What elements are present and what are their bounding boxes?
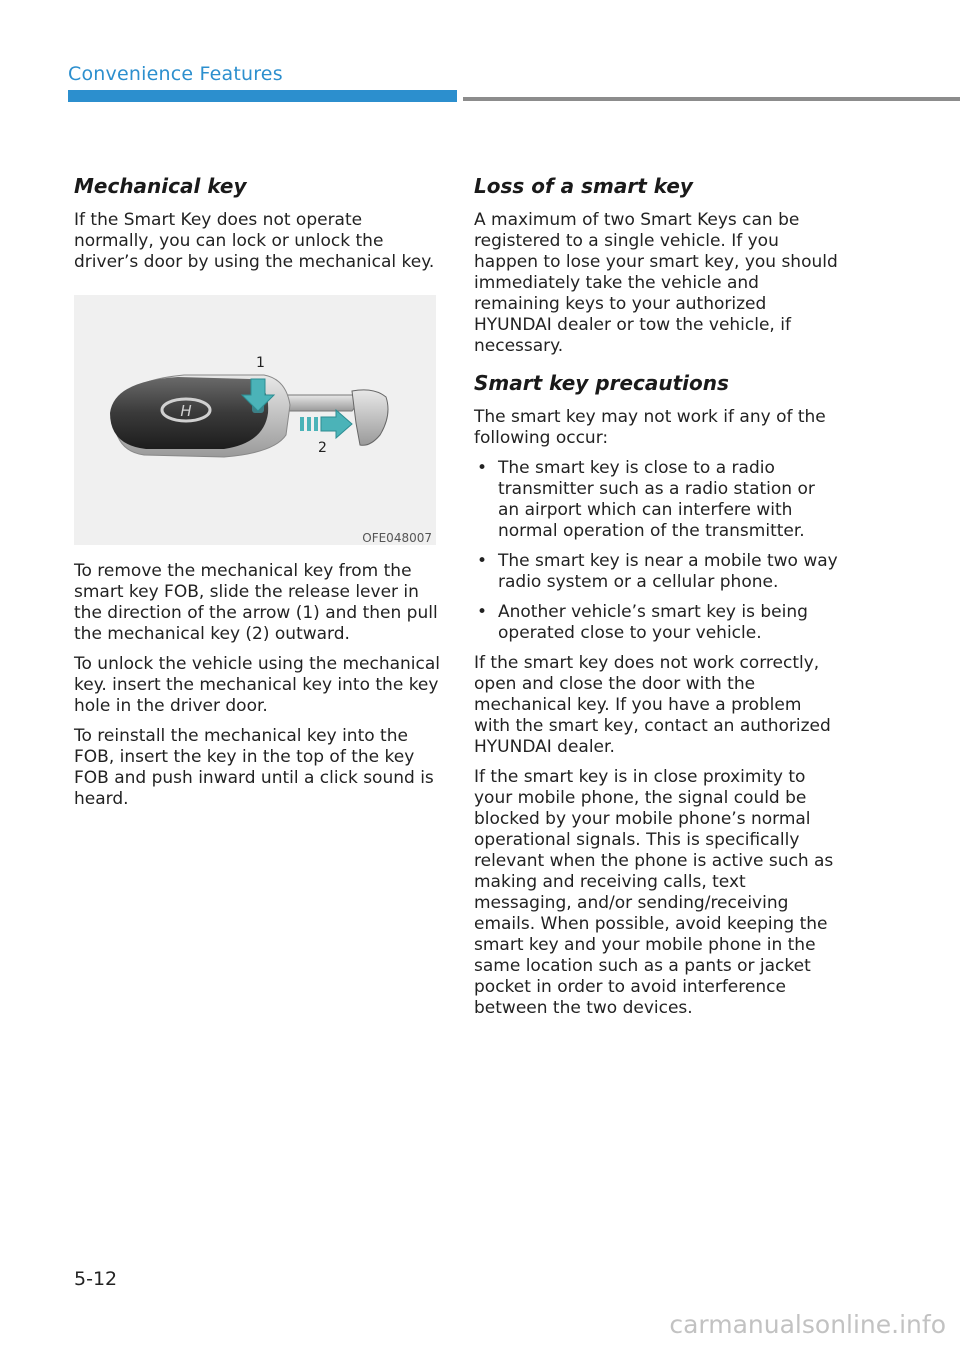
section-title: Convenience Features <box>68 63 283 85</box>
mechanical-key-head <box>352 390 388 445</box>
precautions-heading: Smart key precautions <box>474 371 729 395</box>
remove-key-paragraph: To remove the mechanical key from the smart key FOB, slide the release lever in the direction of the arrow (1) and then pull the mechanical key (2) outward. <box>74 561 438 644</box>
precautions-list <box>474 458 840 644</box>
not-working-paragraph: If the smart key does not work correctly, open and close the door with the mechanical key. If you have a problem with the smart key, contact an authorized HYUNDAI dealer. <box>474 653 831 757</box>
bullet-marker: • <box>477 602 488 622</box>
left-column <box>74 172 440 819</box>
callout-1: 1 <box>256 355 265 371</box>
mechanical-key-intro: If the Smart Key does not operate normally, you can lock or unlock the driver’s door by using the mechanical key. <box>74 210 435 272</box>
callout-2: 2 <box>318 440 327 456</box>
svg-text:H: H <box>180 402 192 420</box>
unlock-paragraph: To unlock the vehicle using the mechanical key. insert the mechanical key into the key hole in the driver door. <box>74 654 440 716</box>
bullet-marker: • <box>477 551 488 571</box>
loss-heading: Loss of a smart key <box>474 174 693 198</box>
bullet-marker: • <box>477 458 488 478</box>
smart-key-illustration <box>74 295 436 545</box>
loss-text: A maximum of two Smart Keys can be registered to a single vehicle. If you happen to lose your smart key, you should immediately take the vehicle and remaining keys to your authorized HYUNDAI dealer or tow the vehicle, if necessary. <box>474 210 838 356</box>
mechanical-key-blade <box>279 395 358 411</box>
list-item: • The smart key is close to a radio transmitter such as a radio station or an airport which can interfere with normal operation of the transmitter. <box>477 458 815 541</box>
watermark: carmanualsonline.info <box>669 1310 946 1339</box>
page-number: 5-12 <box>74 1268 118 1290</box>
pull-arrow-2 <box>321 410 352 438</box>
list-item: • The smart key is near a mobile two way radio system or a cellular phone. <box>477 551 838 592</box>
list-item: • Another vehicle’s smart key is being operated close to your vehicle. <box>477 602 808 643</box>
precautions-intro: The smart key may not work if any of the following occur: <box>474 407 826 448</box>
header-rule-blue <box>68 90 457 102</box>
mobile-phone-paragraph: If the smart key is in close proximity to your mobile phone, the signal could be blocked by your mobile phone’s normal operational signals. This is specifically relevant when the phone is active such as making and receiving calls, text messaging, and/or sending/receiving emails. When possible, avoid keeping the smart key and your mobile phone in the same location such as a pants or jacket pocket in order to avoid interference between the two devices. <box>474 767 834 1018</box>
reinstall-paragraph: To reinstall the mechanical key into the FOB, insert the key in the top of the key FOB and push inward until a click sound is heard. <box>74 726 434 809</box>
smart-key-figure <box>74 295 436 545</box>
mechanical-key-heading: Mechanical key <box>74 174 247 198</box>
header-rule-gray <box>463 97 960 101</box>
right-column <box>474 172 840 1028</box>
figure-code: OFE048007 <box>362 531 432 545</box>
